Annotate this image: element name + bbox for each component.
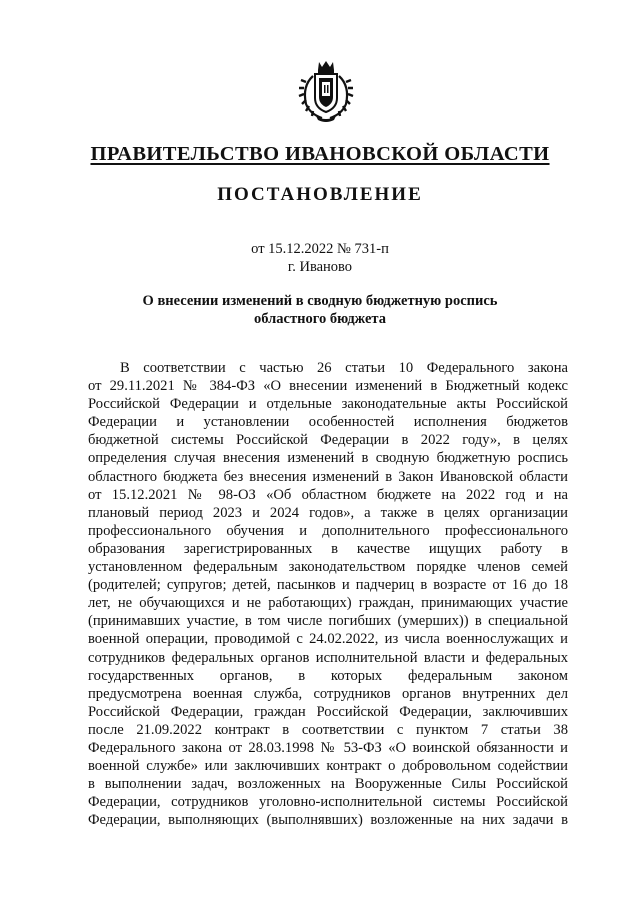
body-line: военной операции, проводимой с 24.02.2022, из числа военнослужащих и bbox=[88, 631, 568, 648]
body-line: государственных органов, в которых федеральным законом bbox=[88, 667, 568, 684]
date-number: от 15.12.2022 № 731-п bbox=[251, 241, 389, 257]
body-line: Российской Федерации, граждан Российской Федерации, заключивших bbox=[88, 703, 568, 720]
body-line: лет, не обучающихся и не работающих) граждан, принимающих участие bbox=[88, 595, 568, 612]
document-type: ПОСТАНОВЛЕНИЕ bbox=[217, 184, 423, 205]
body-line: определения случая внесения изменений в сводную бюджетную роспись bbox=[88, 450, 568, 467]
body-line: сотрудников федеральных органов исполнительной власти и федеральных bbox=[88, 649, 568, 666]
body-line: Российской Федерации и отдельные законодательные акты Российской bbox=[88, 396, 568, 413]
body-line: Федерации, выполняющих (выполнявших) возложенные на них задачи в bbox=[88, 812, 568, 829]
body-line: Федерального закона от 28.03.1998 № 53-ФЗ «О воинской обязанности и bbox=[88, 739, 568, 756]
body-line: от 15.12.2021 № 98-ОЗ «Об областном бюджете на 2022 год и на bbox=[88, 486, 568, 503]
body-line: военной службе» или заключивших контракт о добровольном содействии bbox=[88, 758, 568, 775]
body-line: В соответствии с частью 26 статьи 10 Федерального закона bbox=[120, 360, 568, 376]
document-meta bbox=[0, 240, 640, 276]
city: г. Иваново bbox=[287, 259, 353, 275]
body-line: установленном федеральным законодательством порядке членов семей bbox=[88, 559, 568, 576]
document-subject bbox=[100, 292, 540, 328]
body-line: профессионального обучения и дополнительного профессионального bbox=[88, 522, 568, 539]
body-line: Федерации и установлении особенностей исполнения бюджетов bbox=[88, 414, 568, 431]
body-line: бюджетной системы Российской Федерации в 2022 году», в целях bbox=[88, 432, 568, 449]
body-line: (принимавших участие, в том числе погибших (умерших)) в специальной bbox=[88, 613, 568, 630]
body-line: в выполнении задач, возложенных на Вооруженные Силы Российской bbox=[88, 776, 568, 793]
coat-of-arms-icon bbox=[298, 60, 354, 122]
body-line: предусмотрена военная служба, сотрудников органов внутренних дел bbox=[88, 685, 568, 702]
government-title: ПРАВИТЕЛЬСТВО ИВАНОВСКОЙ ОБЛАСТИ bbox=[90, 143, 550, 165]
body-line: Федерации, сотрудников уголовно-исполнительной системы Российской bbox=[88, 794, 568, 811]
body-line: после 21.09.2022 контракт в соответствии с пунктом 7 статьи 38 bbox=[88, 721, 568, 738]
subject-line-2: областного бюджета bbox=[254, 311, 386, 327]
body-line: плановый период 2023 и 2024 годов», а также в целях организации bbox=[88, 504, 568, 521]
body-line: образования зарегистрированных в качестве ищущих работу в bbox=[88, 540, 568, 557]
body-line: (родителей; супругов; детей, пасынков и падчериц в возрасте от 16 до 18 bbox=[88, 577, 568, 594]
body-line: от 29.11.2021 № 384-ФЗ «О внесении изменений в Бюджетный кодекс bbox=[88, 378, 568, 395]
body-line: областного бюджета без внесения изменений в Закон Ивановской области bbox=[88, 468, 568, 485]
body-paragraph bbox=[88, 359, 568, 829]
subject-line-1: О внесении изменений в сводную бюджетную роспись bbox=[142, 293, 498, 309]
